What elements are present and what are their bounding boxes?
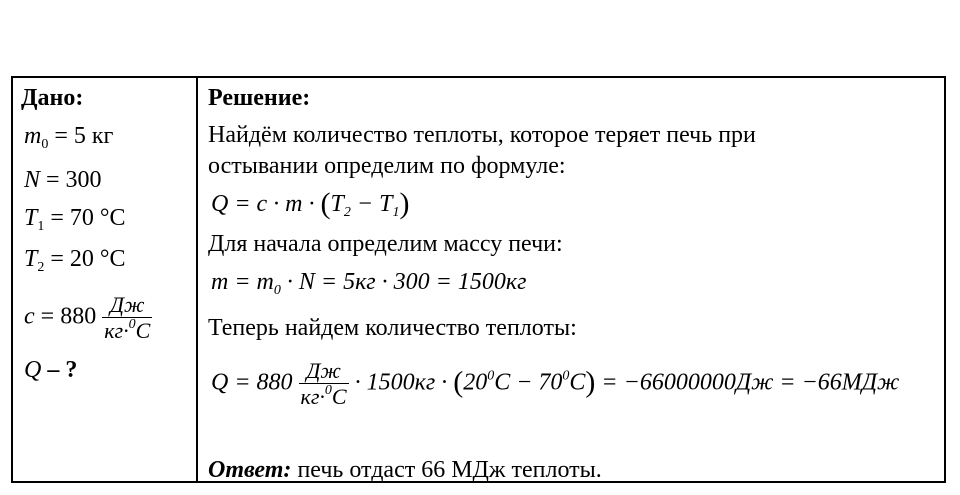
given-t2: $T_2 = 20$ °C: [24, 246, 126, 275]
solution-heading: Решение:: [208, 85, 311, 111]
given-m0: $m_0 = 5$ кг: [24, 123, 114, 152]
solution-text-1: Найдём количество теплоты, которое теряет печь при: [208, 122, 756, 148]
solution-text-3: Для начала определим массу печи:: [208, 231, 563, 257]
solution-text-2: остывании определим по формуле:: [208, 153, 566, 179]
result-unit-fraction: $\frac{Дж}{кг\cdot^0C}$: [300, 358, 347, 410]
formula-heat: $Q = c \cdot m \cdot (T_2 - T_1)$: [211, 187, 410, 220]
answer-text: печь отдаст 66 МДж теплоты.: [291, 457, 602, 483]
formula-mass: $m = m_0 \cdot N = 5кг \cdot 300 = 1500кг$: [211, 269, 527, 298]
answer-label: Ответ:: [208, 457, 292, 483]
given-q: Q – ?: [24, 357, 78, 383]
solution-text-4: Теперь найдем количество теплоты:: [208, 315, 577, 341]
given-c: c = 880 $\frac{Дж}{кг\cdot^0C}$: [24, 292, 151, 344]
given-heading: Дано:: [21, 85, 84, 111]
given-t1: $T_1 = 70$ °C: [24, 205, 126, 234]
table-divider: [196, 76, 198, 483]
answer-line: [208, 458, 602, 482]
given-n: N = 300: [24, 167, 102, 193]
c-unit-fraction: $\frac{Дж}{кг\cdot^0C}$: [104, 292, 151, 344]
formula-result: Q = 880 $\frac{Дж}{кг\cdot^0C}$ · $1500кг \cdot (20^0C - 70^0C) = -66000000Дж = -66МДж$: [211, 358, 900, 410]
